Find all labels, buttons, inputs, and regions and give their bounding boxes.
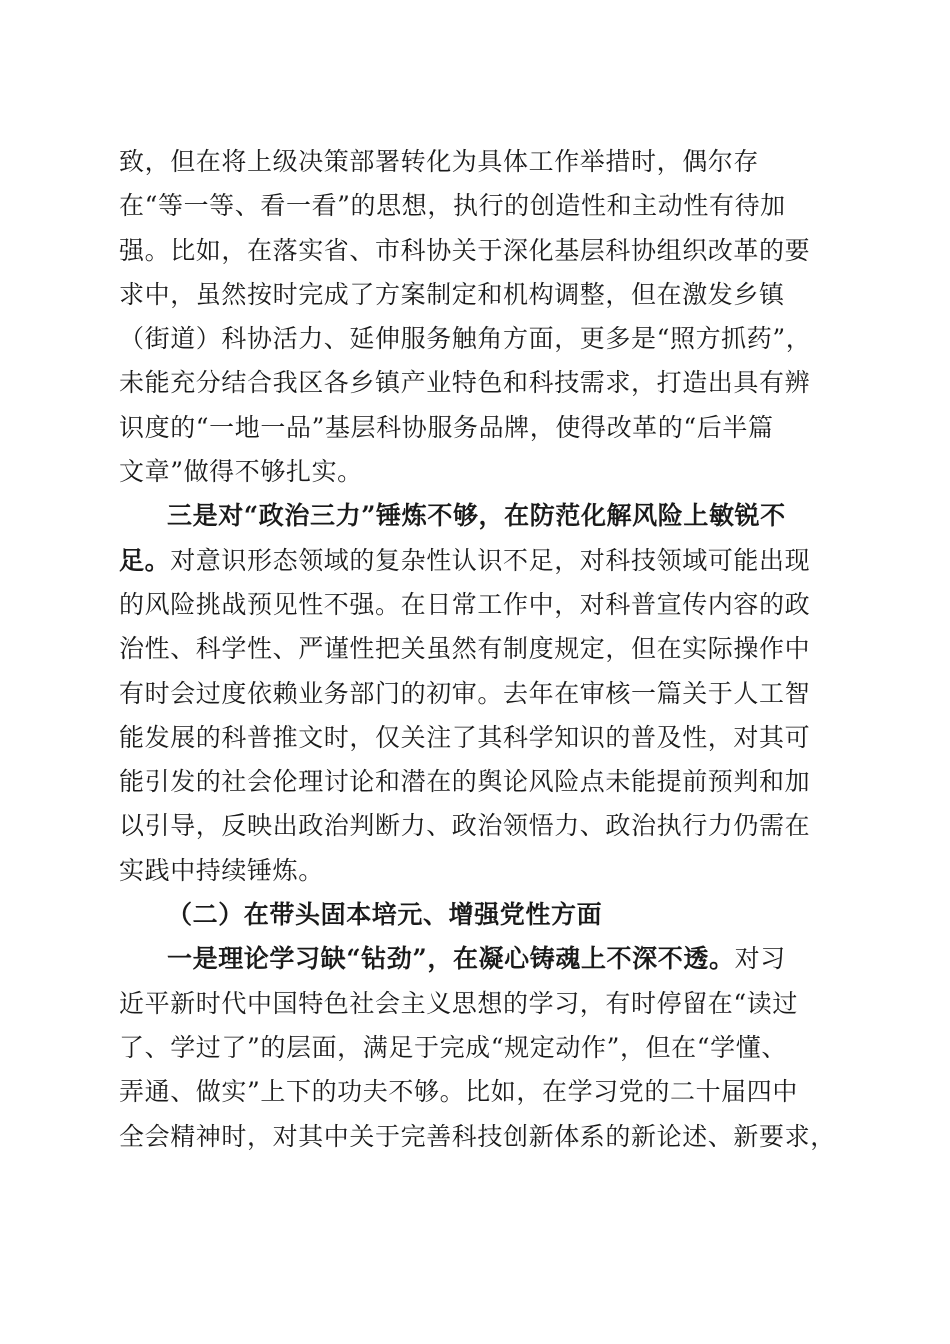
document-body bbox=[119, 140, 839, 1159]
text-line: 了、学过了”的层面，满足于完成“规定动作”，但在“学懂、 bbox=[119, 1032, 787, 1062]
text-line: 在“等一等、看一看”的思想，执行的创造性和主动性有待加 bbox=[119, 191, 786, 221]
bold-lead-continuation: 足。 bbox=[119, 545, 171, 575]
section-heading: （二）在带头固本培元、增强党性方面 bbox=[167, 900, 603, 930]
paragraph-lead-line bbox=[119, 937, 839, 981]
text-line: 的风险挑战预见性不强。在日常工作中，对科普宣传内容的政 bbox=[119, 589, 811, 619]
text-line: 以引导，反映出政治判断力、政治领悟力、政治执行力仍需在 bbox=[119, 811, 811, 841]
paragraph-lead-line bbox=[119, 494, 839, 538]
text-line: 实践中持续锤炼。 bbox=[119, 855, 324, 885]
line-rest-text: 对意识形态领域的复杂性认识不足，对科技领域可能出现 bbox=[170, 545, 811, 575]
text-line: 未能充分结合我区各乡镇产业特色和科技需求，打造出具有辨 bbox=[119, 368, 811, 398]
text-line: 治性、科学性、严谨性把关虽然有制度规定，但在实际操作中 bbox=[119, 634, 811, 664]
bold-lead-text: 三是对“政治三力”锤炼不够，在防范化解风险上敏锐不 bbox=[167, 501, 786, 531]
text-line: （街道）科协活力、延伸服务触角方面，更多是“照方抓药”， bbox=[119, 324, 812, 354]
text-line: 识度的“一地一品”基层科协服务品牌，使得改革的“后半篇 bbox=[119, 412, 774, 442]
text-line: 能发展的科普推文时，仅关注了其科学知识的普及性，对其可 bbox=[119, 722, 811, 752]
text-line: 致，但在将上级决策部署转化为具体工作举措时，偶尔存 bbox=[119, 147, 760, 176]
text-line: 近平新时代中国特色社会主义思想的学习，有时停留在“读过 bbox=[119, 988, 798, 1018]
text-line: 有时会过度依赖业务部门的初审。去年在审核一篇关于人工智 bbox=[119, 678, 811, 708]
text-line: 能引发的社会伦理讨论和潜在的舆论风险点未能提前预判和加 bbox=[119, 767, 811, 797]
bold-lead-text: 一是理论学习缺“钻劲”，在凝心铸魂上不深不透。 bbox=[167, 944, 735, 974]
line-rest-text: 对习 bbox=[734, 944, 786, 974]
text-line: 全会精神时，对其中关于完善科技创新体系的新论述、新要求， bbox=[119, 1121, 836, 1151]
text-line: 弄通、做实”上下的功夫不够。比如，在学习党的二十届四中 bbox=[119, 1077, 798, 1107]
text-line: 强。比如，在落实省、市科协关于深化基层科协组织改革的要 bbox=[119, 235, 811, 265]
text-line: 求中，虽然按时完成了方案制定和机构调整，但在激发乡镇 bbox=[119, 279, 785, 309]
text-line: 文章”做得不够扎实。 bbox=[119, 457, 363, 487]
text-line bbox=[119, 539, 839, 583]
